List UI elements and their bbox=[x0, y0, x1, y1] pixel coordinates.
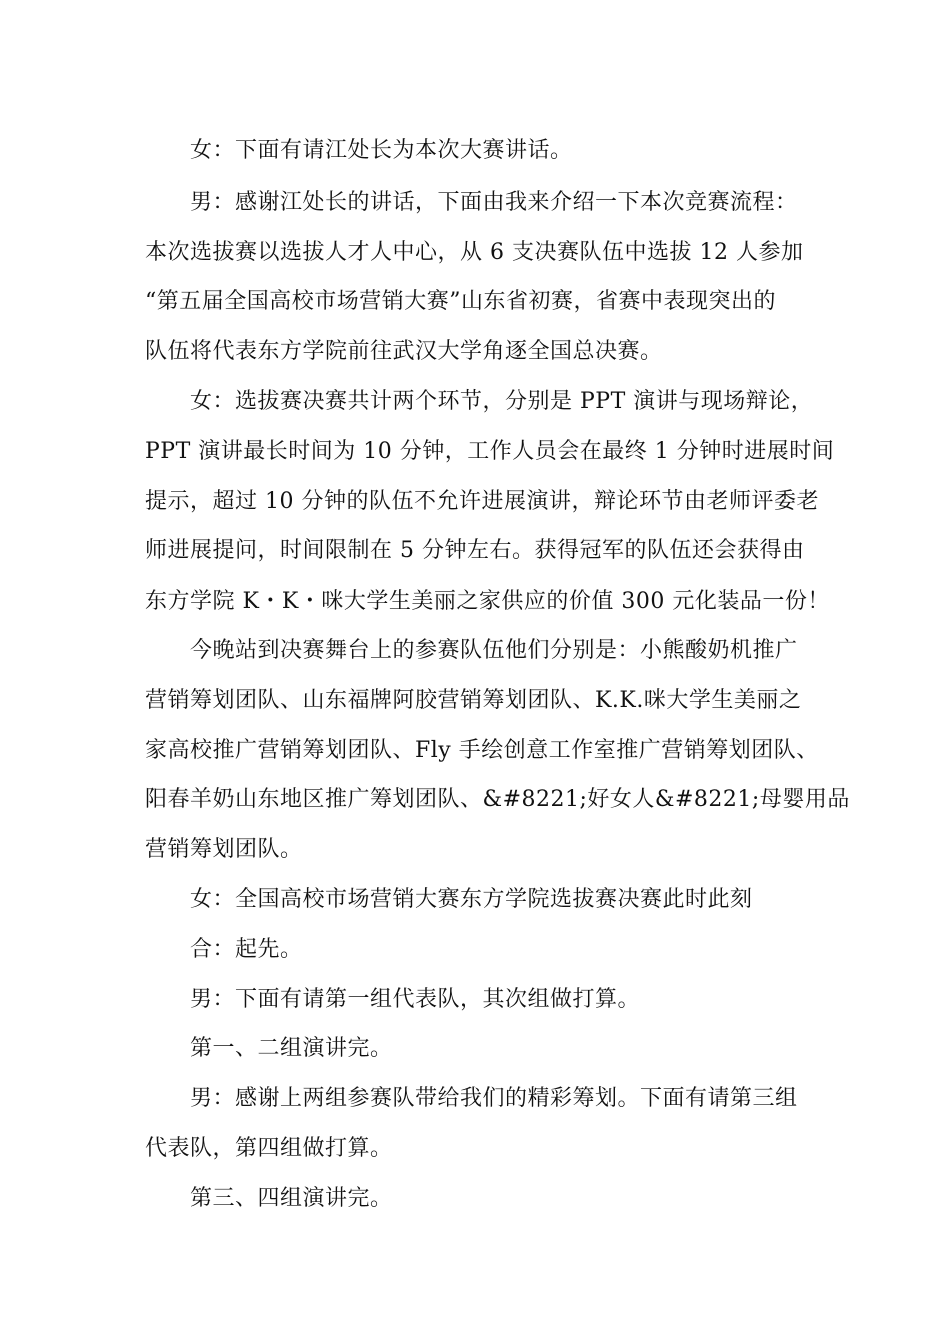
text-line-11: 今晚站到决赛舞台上的参赛队伍他们分别是：小熊酸奶机推广 bbox=[190, 638, 798, 663]
text-line-22: 第三、四组演讲完。 bbox=[190, 1186, 393, 1211]
text-line-16: 女：全国高校市场营销大赛东方学院选拔赛决赛此时此刻 bbox=[190, 887, 753, 912]
text-line-14: 阳春羊奶山东地区推广筹划团队、&#8221;好女人&#8221;母婴用品 bbox=[145, 787, 850, 812]
text-line-3: 本次选拔赛以选拔人才人中心，从 6 支决赛队伍中选拔 12 人参加 bbox=[145, 240, 804, 265]
text-line-13: 家高校推广营销筹划团队、Fly 手绘创意工作室推广营销筹划团队、 bbox=[145, 738, 819, 763]
text-line-15: 营销筹划团队。 bbox=[145, 837, 303, 862]
text-line-19: 第一、二组演讲完。 bbox=[190, 1036, 393, 1061]
text-line-2: 男：感谢江处长的讲话，下面由我来介绍一下本次竞赛流程： bbox=[190, 190, 798, 215]
text-line-5: 队伍将代表东方学院前往武汉大学角逐全国总决赛。 bbox=[145, 339, 663, 364]
text-line-10: 东方学院 K・K・咪大学生美丽之家供应的价值 300 元化装品一份！ bbox=[145, 589, 830, 614]
text-line-1: 女：下面有请江处长为本次大赛讲话。 bbox=[190, 138, 573, 163]
text-line-9: 师进展提问，时间限制在 5 分钟左右。获得冠军的队伍还会获得由 bbox=[145, 538, 805, 563]
text-line-12: 营销筹划团队、山东福牌阿胶营销筹划团队、K.K.咪大学生美丽之 bbox=[145, 688, 802, 713]
text-line-6: 女：选拔赛决赛共计两个环节，分别是 PPT 演讲与现场辩论， bbox=[190, 389, 814, 414]
text-line-20: 男：感谢上两组参赛队带给我们的精彩筹划。下面有请第三组 bbox=[190, 1086, 798, 1111]
text-line-8: 提示，超过 10 分钟的队伍不允许进展演讲，辩论环节由老师评委老 bbox=[145, 489, 819, 514]
text-line-7: PPT 演讲最长时间为 10 分钟，工作人员会在最终 1 分钟时进展时间 bbox=[145, 439, 835, 464]
text-line-21: 代表队，第四组做打算。 bbox=[145, 1136, 393, 1161]
text-line-4: “第五届全国高校市场营销大赛”山东省初赛，省赛中表现突出的 bbox=[145, 289, 776, 314]
text-line-17: 合：起先。 bbox=[190, 937, 303, 962]
text-line-18: 男：下面有请第一组代表队，其次组做打算。 bbox=[190, 987, 641, 1012]
